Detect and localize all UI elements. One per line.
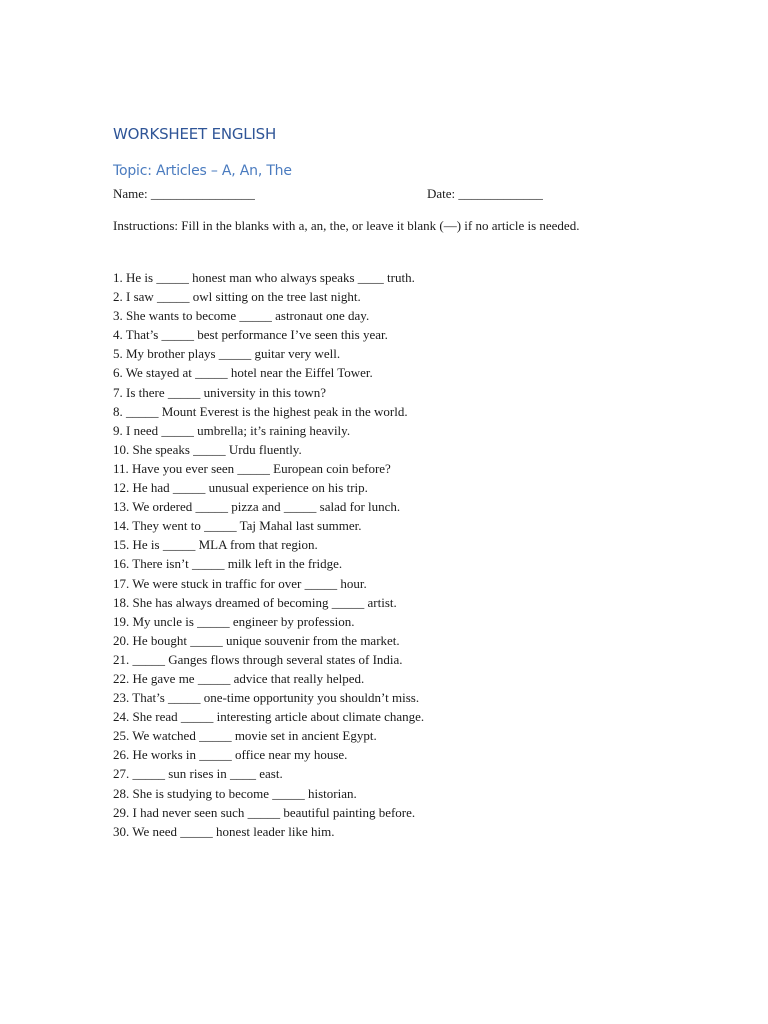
question-item: 30. We need _____ honest leader like him.: [113, 823, 335, 839]
question-item: 1. He is _____ honest man who always speaks ____ truth.: [113, 270, 415, 285]
question-item: 17. We were stuck in traffic for over _____ hour.: [113, 575, 367, 591]
question-item: 26. He works in _____ office near my house.: [113, 747, 348, 763]
question-item: 10. She speaks _____ Urdu fluently.: [113, 441, 302, 457]
question-item: 8. _____ Mount Everest is the highest peak in the world.: [113, 403, 408, 419]
question-item: 11. Have you ever seen _____ European coin before?: [113, 460, 391, 476]
question-item: 24. She read _____ interesting article about climate change.: [113, 709, 425, 725]
question-item: 29. I had never seen such _____ beautiful painting before.: [113, 804, 416, 820]
question-item: 16. There isn’t _____ milk left in the fridge.: [113, 556, 343, 572]
question-item: 14. They went to _____ Taj Mahal last summer.: [113, 518, 362, 534]
question-list: [113, 268, 424, 841]
question-item: 28. She is studying to become _____ historian.: [113, 785, 357, 801]
question-item: 6. We stayed at _____ hotel near the Eiffel Tower.: [113, 365, 373, 381]
question-item: 18. She has always dreamed of becoming _____ artist.: [113, 594, 397, 610]
question-item: 7. Is there _____ university in this town?: [113, 384, 327, 400]
question-item: 19. My uncle is _____ engineer by profession.: [113, 613, 355, 629]
question-item: 5. My brother plays _____ guitar very well.: [113, 346, 341, 362]
question-item: 9. I need _____ umbrella; it’s raining heavily.: [113, 422, 351, 438]
question-item: 13. We ordered _____ pizza and _____ salad for lunch.: [113, 499, 401, 515]
question-item: 20. He bought _____ unique souvenir from the market.: [113, 632, 400, 648]
question-item: 15. He is _____ MLA from that region.: [113, 537, 318, 553]
worksheet-title: WORKSHEET ENGLISH: [113, 125, 277, 143]
question-item: 25. We watched _____ movie set in ancient Egypt.: [113, 728, 377, 744]
question-item: 3. She wants to become _____ astronaut one day.: [113, 308, 370, 324]
question-item: 12. He had _____ unusual experience on his trip.: [113, 480, 368, 496]
question-item: 22. He gave me _____ advice that really helped.: [113, 670, 365, 686]
question-item: 4. That’s _____ best performance I’ve seen this year.: [113, 327, 388, 343]
question-item: 21. _____ Ganges flows through several states of India.: [113, 651, 403, 667]
question-item: 2. I saw _____ owl sitting on the tree last night.: [113, 289, 361, 305]
question-item: 23. That’s _____ one-time opportunity you shouldn’t miss.: [113, 690, 420, 706]
instructions-text: Instructions: Fill in the blanks with a, an, the, or leave it blank (—) if no article is needed.: [113, 218, 580, 233]
question-item: 27. _____ sun rises in ____ east.: [113, 766, 283, 782]
name-field: Name: ________________: [113, 186, 255, 201]
topic-heading: Topic: Articles – A, An, The: [113, 163, 292, 179]
date-field: Date: _____________: [427, 186, 543, 201]
